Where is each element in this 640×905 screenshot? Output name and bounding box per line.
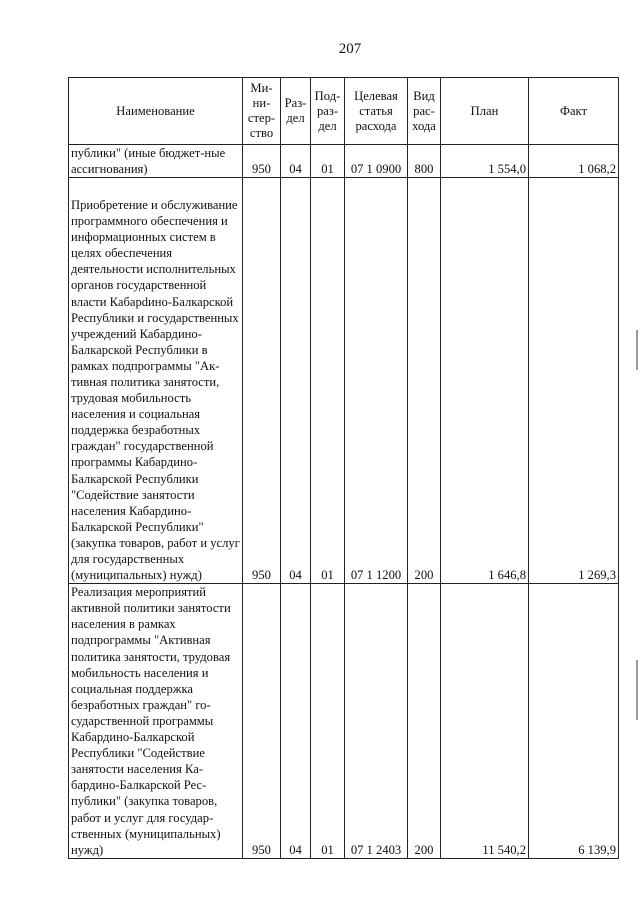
header-subsection: Под- раз- дел [311,78,345,145]
cell-ministry: 950 [243,584,281,859]
page-number: 207 [338,41,362,57]
cell-expense-type: 200 [408,584,441,859]
scan-edge-mark [636,330,638,370]
scan-edge-mark [636,660,638,720]
header-plan: План [441,78,529,145]
table-row [69,178,619,584]
budget-table [68,77,619,859]
cell-fact: 1 269,3 [529,178,619,584]
cell-fact: 1 068,2 [529,145,619,178]
header-target-article: Целевая статья расхода [345,78,408,145]
cell-name: публики" (иные бюджет-ные ассигнования) [69,145,243,178]
cell-section: 04 [281,584,311,859]
cell-plan: 11 540,2 [441,584,529,859]
cell-expense-type: 800 [408,145,441,178]
cell-section: 04 [281,145,311,178]
cell-plan: 1 646,8 [441,178,529,584]
cell-ministry: 950 [243,145,281,178]
cell-name: Реализация мероприятий активной политики занятости населения в рамках подпрограммы "Активная политика занятости, трудовая мобильность населения и социальная поддержка безработных граждан" государственной программы Кабардино-Балкарской Республики "Содействие занятости населения Кабардино-Балкарской Республики" (закупка товаров, работ и услуг для государственных (муниципальных) нужд) [69,584,243,859]
cell-name: Приобретение и обслуживание программного обеспечения и информационных систем в целях обеспечения деятельности исполнительных органов государственной власти Кабарdино-Балкарской Республики и государственных учреждений Кабардино-Балкарской Республики в рамках подпрограммы "Активная политика занятости, трудовая мобильность населения и социальная поддержка безработных граждан" государственной программы Кабардино-Балкарской Республики "Содействие занятости населения Кабардино-Балкарской Республики" (закупка товаров, работ и услуг для государственных (муниципальных) нужд) [69,178,243,584]
header-expense-type: Вид рас- хода [408,78,441,145]
table-row [69,145,619,178]
cell-target-article: 07 1 2403 [345,584,408,859]
cell-subsection: 01 [311,584,345,859]
cell-target-article: 07 1 0900 [345,145,408,178]
header-ministry: Ми- ни- стер- ство [243,78,281,145]
cell-expense-type: 200 [408,178,441,584]
cell-subsection: 01 [311,145,345,178]
table-header-row [69,78,619,145]
cell-plan: 1 554,0 [441,145,529,178]
cell-ministry: 950 [243,178,281,584]
cell-fact: 6 139,9 [529,584,619,859]
header-fact: Факт [529,78,619,145]
cell-section: 04 [281,178,311,584]
header-name: Наименование [69,78,243,145]
header-section: Раз- дел [281,78,311,145]
table-row [69,584,619,859]
cell-target-article: 07 1 1200 [345,178,408,584]
cell-subsection: 01 [311,178,345,584]
